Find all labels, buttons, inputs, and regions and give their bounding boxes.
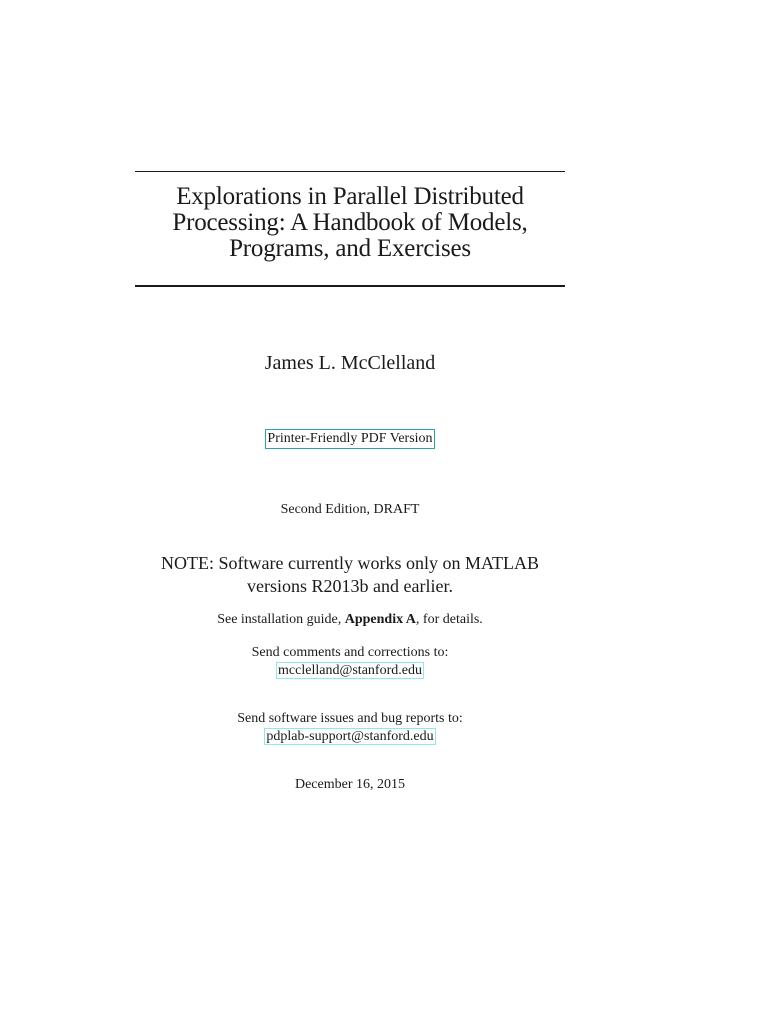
software-email-link[interactable]: pdplab-support@stanford.edu	[266, 729, 434, 744]
author-name: James L. McClelland	[264, 352, 436, 374]
note-line-1: NOTE: Software currently works only on MATLAB	[161, 553, 539, 573]
appendix-reference: Appendix A	[344, 612, 416, 627]
installation-guide-text	[0, 611, 700, 629]
book-title	[0, 184, 700, 262]
install-prefix: See installation guide,	[217, 612, 345, 627]
document-date: December 16, 2015	[294, 777, 406, 792]
title-line-1: Explorations in Parallel Distributed	[176, 183, 524, 210]
comments-contact	[0, 644, 700, 680]
title-line-3: Programs, and Exercises	[229, 235, 471, 262]
software-email-row	[0, 728, 700, 746]
title-bottom-rule	[135, 285, 565, 287]
comments-email-link[interactable]: mcclelland@stanford.edu	[278, 663, 422, 678]
title-line-2: Processing: A Handbook of Models,	[172, 209, 528, 236]
install-suffix: , for details.	[415, 612, 483, 627]
note-line-2: versions R2013b and earlier.	[247, 576, 453, 596]
printer-friendly-pdf-link[interactable]: Printer-Friendly PDF Version	[265, 429, 434, 449]
software-note	[0, 552, 700, 598]
software-label: Send software issues and bug reports to:	[237, 711, 463, 726]
software-contact	[0, 710, 700, 746]
pdf-link-container	[0, 429, 700, 449]
title-top-rule	[135, 171, 565, 172]
comments-email-row	[0, 662, 700, 680]
edition-label: Second Edition, DRAFT	[280, 502, 420, 517]
comments-label: Send comments and corrections to:	[251, 645, 449, 660]
